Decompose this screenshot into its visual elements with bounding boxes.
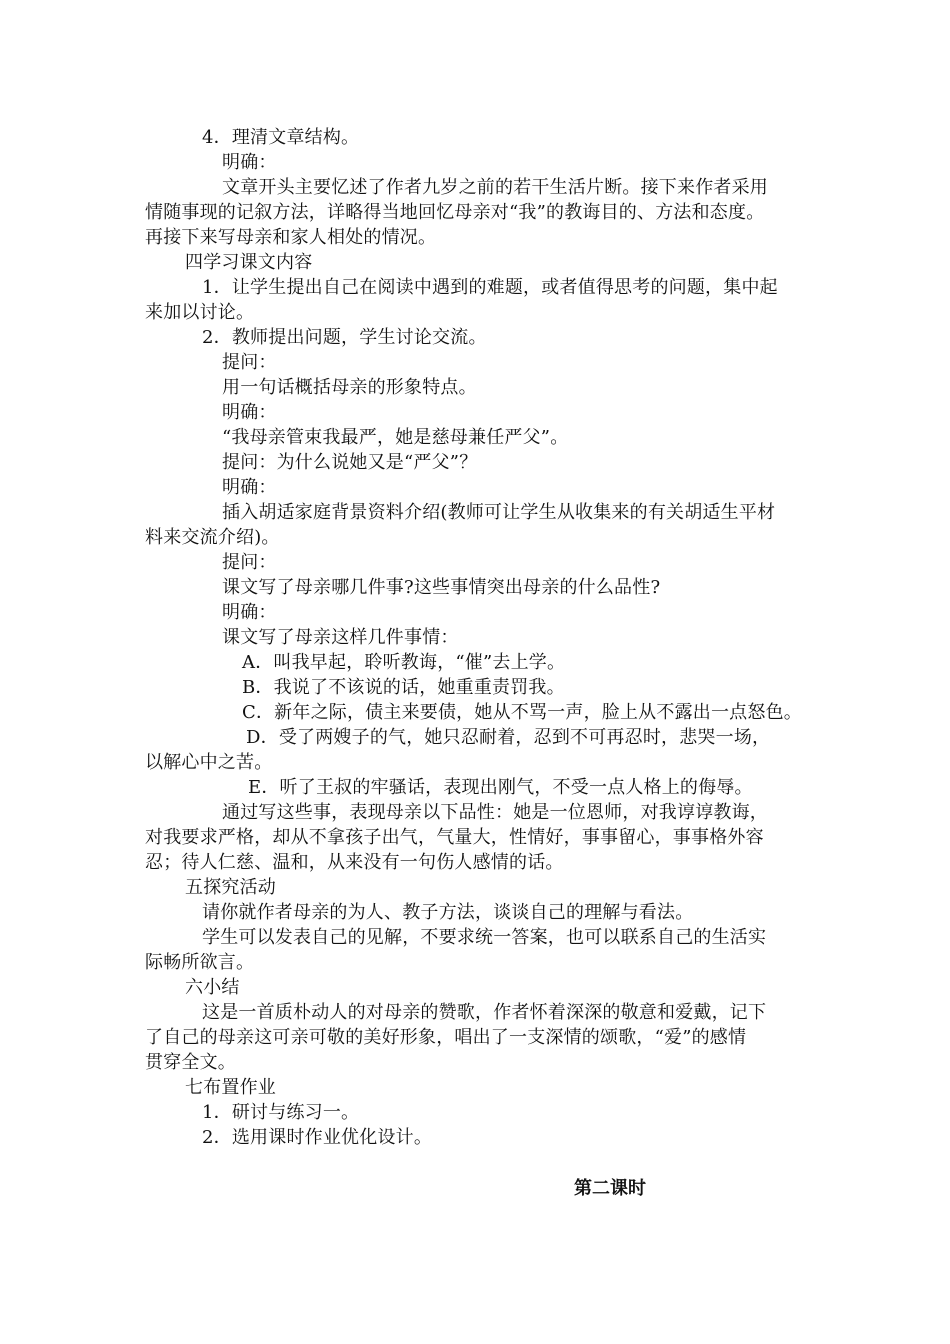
list-item: C．新年之际，债主来要债，她从不骂一声，脸上从不露出一点怒色。 [242, 702, 802, 723]
text-line: 提问： [222, 352, 277, 373]
text-line: 再接下来写母亲和家人相处的情况。 [145, 227, 437, 248]
section-heading: 六小结 [185, 977, 240, 998]
list-item: A．叫我早起，聆听教诲，“催”去上学。 [242, 652, 566, 673]
text-line: 用一句话概括母亲的形象特点。 [222, 377, 477, 398]
text-line: 际畅所欲言。 [145, 952, 255, 973]
text-line: 请你就作者母亲的为人、教子方法，谈谈自己的理解与看法。 [202, 902, 694, 923]
text-line: 对我要求严格，却从不拿孩子出气，气量大，性情好，事事留心，事事格外容 [145, 827, 764, 848]
text-line: 2．教师提出问题，学生讨论交流。 [202, 327, 487, 348]
section-heading: 四学习课文内容 [185, 252, 313, 273]
text-line: 学生可以发表自己的见解，不要求统一答案，也可以联系自己的生活实 [202, 927, 767, 948]
text-line: 明确： [222, 402, 277, 423]
text-line: 课文写了母亲哪几件事?这些事情突出母亲的什么品性? [222, 577, 661, 598]
text-line: 以解心中之苦。 [145, 752, 273, 773]
section-title: 第二课时 [574, 1178, 646, 1199]
text-line: 通过写这些事，表现母亲以下品性：她是一位恩师，对我谆谆教诲， [222, 802, 768, 823]
text-line: “我母亲管束我最严，她是慈母兼任严父”。 [222, 427, 569, 448]
text-line: 这是一首质朴动人的对母亲的赞歌，作者怀着深深的敬意和爱戴，记下 [202, 1002, 767, 1023]
text-line: 来加以讨论。 [145, 302, 255, 323]
text-line: 情随事现的记叙方法，详略得当地回忆母亲对“我”的教诲目的、方法和态度。 [145, 202, 765, 223]
text-line: 文章开头主要忆述了作者九岁之前的若干生活片断。接下来作者采用 [222, 177, 768, 198]
text-line: 1．研讨与练习一。 [202, 1102, 360, 1123]
section-heading: 五探究活动 [185, 877, 276, 898]
text-line: 插入胡适家庭背景资料介绍(教师可让学生从收集来的有关胡适生平材 [222, 502, 776, 523]
text-line: 料来交流介绍)。 [145, 527, 280, 548]
text-line: 明确： [222, 602, 277, 623]
text-line: 忍；待人仁慈、温和，从来没有一句伤人感情的话。 [145, 852, 564, 873]
text-line: 了自己的母亲这可亲可敬的美好形象，唱出了一支深情的颂歌，“爱”的感情 [145, 1027, 747, 1048]
text-line: 贯穿全文。 [145, 1052, 236, 1073]
list-item: B．我说了不该说的话，她重重责罚我。 [242, 677, 565, 698]
text-line: 明确： [222, 477, 277, 498]
section-heading: 七布置作业 [185, 1077, 276, 1098]
text-line: 明确： [222, 152, 277, 173]
list-item: E．听了王叔的牢骚话，表现出刚气，不受一点人格上的侮辱。 [248, 777, 753, 798]
text-line: 1．让学生提出自己在阅读中遇到的难题，或者值得思考的问题，集中起 [202, 277, 778, 298]
list-item: D．受了两嫂子的气，她只忍耐着，忍到不可再忍时，悲哭一场， [246, 727, 771, 748]
text-line: 提问：为什么说她又是“严父”？ [222, 452, 478, 473]
text-line: 2．选用课时作业优化设计。 [202, 1127, 433, 1148]
text-line: 4．理清文章结构。 [202, 127, 360, 148]
text-line: 提问： [222, 552, 277, 573]
text-line: 课文写了母亲这样几件事情： [222, 627, 459, 648]
